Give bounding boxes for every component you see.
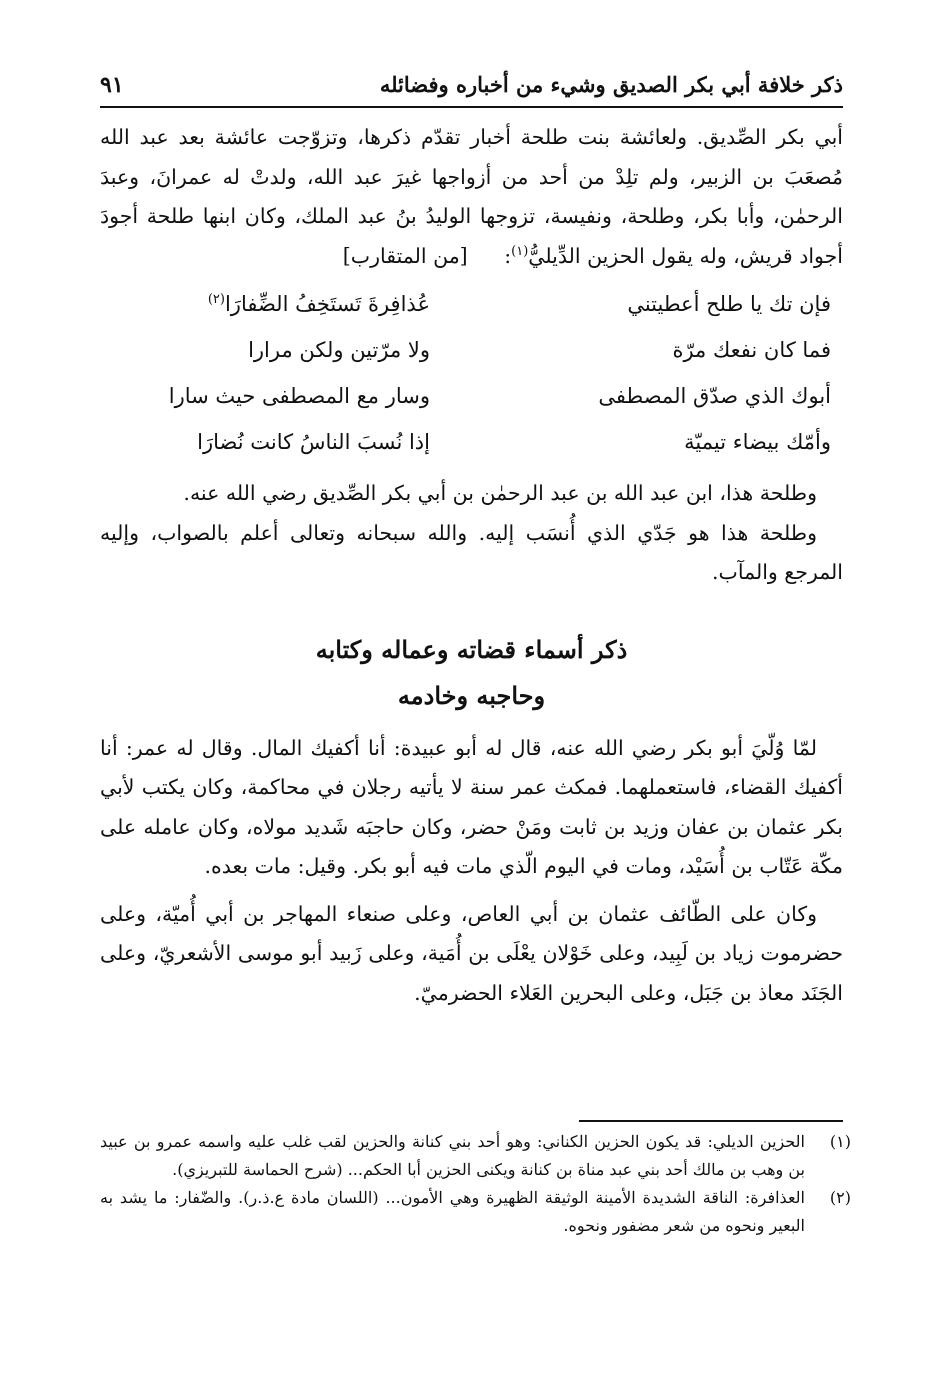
poem-verse <box>100 328 843 374</box>
verse-second-text: عُذافِرةَ تَستَخِفُ الضِّفارَا <box>224 292 430 317</box>
footnote <box>100 1184 851 1240</box>
section-judges-governors <box>100 627 843 1014</box>
footnote-number: (١) <box>829 1132 851 1151</box>
verse-first-hemistich: وأمّك بيضاء تيميّة <box>684 430 831 455</box>
verse-first-hemistich: فما كان نفعك مرّة <box>672 338 831 363</box>
poem <box>100 282 843 466</box>
verse-first-hemistich: أبوك الذي صدّق المصطفى <box>598 384 831 409</box>
poem-verse <box>100 420 843 466</box>
running-title: ذكر خلافة أبي بكر الصديق وشيء من أخباره وفضائله <box>379 72 843 97</box>
footnote-text: العذافرة: الناقة الشديدة الأمينة الوثيقة الظهيرة وهي الأمون... (اللسان مادة ع.ذ.ر). والضّفار: ما يشد به البعير ونحوه من شعر مضفور ونحوه. <box>100 1188 805 1235</box>
section-heading-line-1: ذكر أسماء قضاته وعماله وكتابه <box>315 634 628 664</box>
poem-meter: [من المتقارب] <box>342 243 468 268</box>
section-paragraph: وكان على الطّائف عثمان بن أبي العاص، وعلى صنعاء المهاجر بن أبي أُميّة، وعلى حضرموت زياد بن لَبِيد، وعلى خَوْلان يعْلَى بن أُمَية، وعلى زَبيد أبو موسى الأشعريّ، وعلى الجَنَد معاذ بن جَبَل، وعلى البحرين العَلاء الحضرميّ. <box>100 901 843 1005</box>
verse-second-hemistich: وسار مع المصطفى حيث سارا <box>168 384 430 409</box>
footnote-separator <box>579 1120 843 1122</box>
verse-second-hemistich: إذا نُسبَ الناسُ كانت نُضارَا <box>197 430 430 455</box>
footnote <box>100 1128 851 1184</box>
intro-paragraph <box>100 118 843 276</box>
verse-second-hemistich: ولا مرّتين ولكن مرارا <box>248 338 430 363</box>
page-number: ٩١ <box>100 72 124 98</box>
closing-paragraph: وطلحة هذا هو جَدّي الذي أُنسَب إليه. والله سبحانه وتعالى أعلم بالصواب، وإليه المرجع والمآب. <box>100 520 843 584</box>
lineage-paragraph: وطلحة هذا، ابن عبد الله بن عبد الرحمٰن بن أبي بكر الصِّديق رضي الله عنه. <box>183 481 817 505</box>
footnotes <box>100 1128 851 1240</box>
poem-verse <box>100 282 843 328</box>
footnote-ref-2: (٢) <box>207 292 225 308</box>
footnote-number: (٢) <box>829 1188 851 1207</box>
running-header <box>100 72 843 108</box>
intro-text: أبي بكر الصِّديق. ولعائشة بنت طلحة أخبار تقدّم ذكرها، وتزوّجت عائشة بعد عبد الله مُصعَبَ بن الزبير، ولم تلِدْ من أحد من أزواجها غيرَ عبد الله، ولدتْ له عمرانَ، وعبدَ الرحمٰن، وأبا بكر، وطلحة، ونفيسة، تزوجها الوليدُ بنُ عبد الملك، وكان ابنها طلحة أجودَ أجواد قريش، وله يقول الحزين الدِّيليُّ <box>100 125 843 268</box>
section-paragraph: لمّا وُلّيَ أبو بكر رضي الله عنه، قال له أبو عبيدة: أنا أكفيك المال. وقال له عمر: أنا أكفيك القضاء، فاستعملهما. فمكث عمر سنة لا يأتيه رجلان في محاكمة، وكان يكتب لأبي بكر عثمان بن عفان وزيد بن ثابت ومَنْ حضر، وكان حاجبَه شَديد مولاه، وكان عامله على مكّة عَتّاب بن أُسَيْد، ومات في اليوم الّذي مات فيه أبو بكر. وقيل: مات بعده. <box>100 735 843 878</box>
section-heading-line-2: وحاجبه وخادمه <box>397 680 546 710</box>
main-text <box>100 118 843 1013</box>
footnote-ref-1: (١) <box>511 243 529 259</box>
poem-verse <box>100 374 843 420</box>
footnote-text: الحزين الديلي: قد يكون الحزين الكناني: وهو أحد بني كنانة والحزين لقب غلب عليه واسمه عمرو بن عبيد بن وهب بن مالك أحد بني عبد مناة بن كنانة ويكنى الحزين أبا الحكم... (شرح الحماسة للتبريزي). <box>100 1132 805 1179</box>
section-heading <box>100 627 843 719</box>
verse-second-hemistich <box>100 285 430 325</box>
intro-colon: : <box>504 243 512 268</box>
verse-first-hemistich: فإن تك يا طلح أعطيتني <box>627 292 831 317</box>
